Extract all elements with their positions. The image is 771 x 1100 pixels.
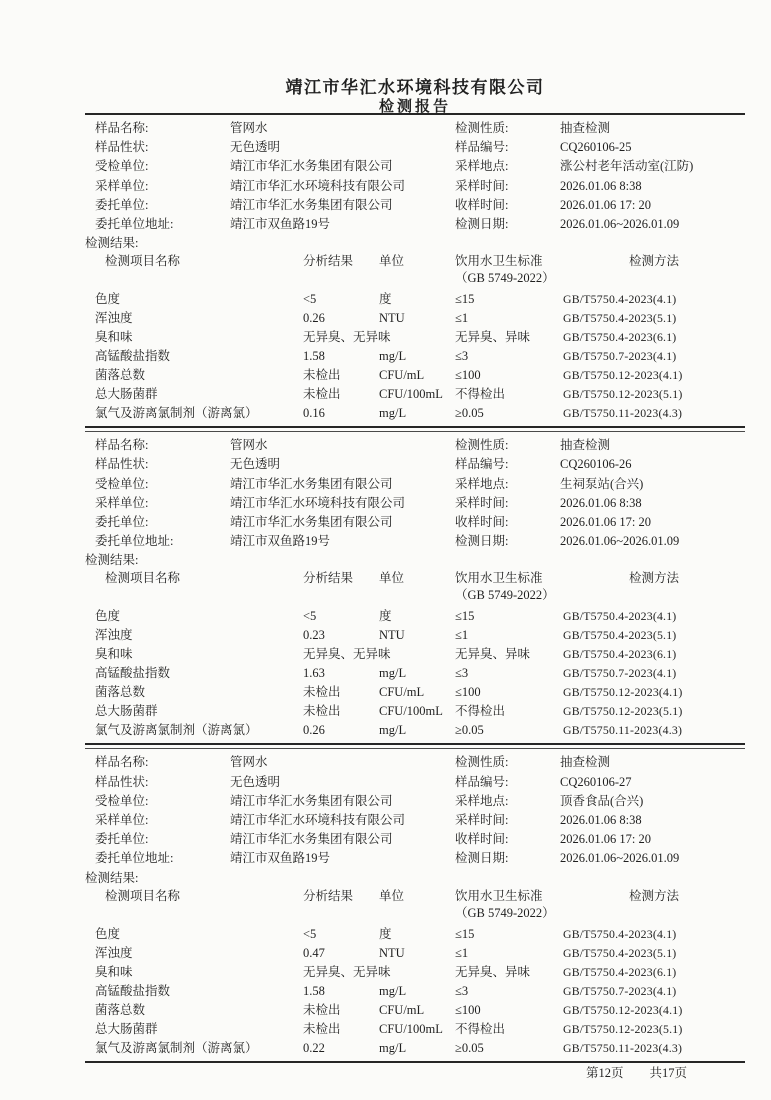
field-value: CQ260106-25 (560, 140, 632, 155)
header-standard-line1: 饮用水卫生标准 (455, 254, 543, 269)
field-label: 采样单位: (95, 813, 149, 828)
method-cell: GB/T5750.12-2023(5.1) (563, 387, 683, 402)
unit-cell: mg/L (379, 666, 407, 681)
standard-cell: ≥0.05 (455, 406, 484, 421)
method-cell: GB/T5750.4-2023(5.1) (563, 311, 677, 326)
header-standard-line1: 饮用水卫生标准 (455, 571, 543, 586)
standard-cell: ≤100 (455, 1002, 481, 1017)
field-value: 靖江市华汇水务集团有限公司 (230, 159, 393, 174)
method-cell: GB/T5750.11-2023(4.3) (563, 723, 683, 738)
field-value: 靖江市华汇水环境科技有限公司 (230, 495, 406, 510)
result-cell: 0.23 (303, 628, 325, 643)
field-value: 无色透明 (230, 140, 281, 155)
field-label: 收样时间: (455, 832, 509, 847)
field-label: 采样地点: (455, 793, 509, 808)
unit-cell: CFU/100mL (379, 1021, 443, 1036)
company-title: 靖江市华汇水环境科技有限公司 (285, 78, 545, 97)
unit-cell (379, 328, 455, 347)
item-cell: 浑浊度 (95, 945, 133, 960)
item-cell: 浑浊度 (95, 311, 133, 326)
method-cell: GB/T5750.12-2023(5.1) (563, 1021, 683, 1036)
header-standard (455, 888, 563, 922)
field-label: 受检单位: (95, 476, 149, 491)
field-value: 靖江市华汇水务集团有限公司 (230, 793, 393, 808)
field-label: 委托单位地址: (95, 851, 174, 866)
field-value: 抽查检测 (560, 121, 611, 135)
result-cell: 1.58 (303, 349, 325, 364)
standard-cell: 无异臭、异味 (455, 330, 531, 345)
field-label: 检测日期: (455, 851, 509, 866)
field-value: 靖江市华汇水务集团有限公司 (230, 832, 393, 847)
results-table (85, 570, 745, 740)
method-cell: GB/T5750.7-2023(4.1) (563, 666, 677, 681)
field-value: 抽查检测 (560, 438, 611, 453)
result-cell: 1.58 (303, 983, 325, 998)
report-content (85, 78, 745, 1083)
header-method: 检测方法 (628, 571, 679, 586)
standard-cell: ≥0.05 (455, 1040, 484, 1055)
header-method: 检测方法 (628, 888, 679, 903)
field-label: 收样时间: (455, 515, 509, 530)
unit-cell: 度 (379, 292, 392, 307)
field-label: 委托单位: (95, 832, 149, 847)
standard-cell: 不得检出 (455, 1021, 506, 1036)
standard-cell: ≤3 (455, 983, 469, 998)
field-value: 生祠泵站(合兴) (560, 476, 644, 491)
header-standard (455, 253, 563, 287)
header-item: 检测项目名称 (105, 571, 181, 586)
field-value: 靖江市华汇水务集团有限公司 (230, 515, 393, 530)
field-label: 受检单位: (95, 793, 149, 808)
field-label: 采样地点: (455, 476, 509, 491)
header-standard (455, 570, 563, 604)
field-label: 样品编号: (455, 774, 509, 789)
method-cell: GB/T5750.4-2023(6.1) (563, 647, 677, 662)
result-cell: 0.47 (303, 945, 325, 960)
sample-info (85, 119, 745, 234)
sample-section-1 (85, 119, 745, 423)
standard-cell: ≤3 (455, 349, 469, 364)
field-label: 样品名称: (95, 438, 149, 453)
field-value: 靖江市双鱼路19号 (230, 534, 331, 549)
header-item: 检测项目名称 (105, 888, 181, 903)
field-label: 委托单位: (95, 197, 149, 212)
item-cell: 菌落总数 (95, 685, 146, 700)
field-label: 样品性状: (95, 457, 149, 472)
field-value: 2026.01.06 17: 20 (560, 832, 651, 847)
method-cell: GB/T5750.4-2023(6.1) (563, 330, 677, 345)
method-cell: GB/T5750.12-2023(4.1) (563, 685, 683, 700)
method-cell: GB/T5750.4-2023(4.1) (563, 292, 677, 307)
item-cell: 高锰酸盐指数 (95, 666, 171, 681)
result-cell: 0.22 (303, 1040, 325, 1055)
header-standard-line2: （GB 5749-2022） (455, 905, 555, 920)
footer-total-pages: 共17页 (649, 1065, 687, 1080)
standard-cell: 无异臭、异味 (455, 964, 531, 979)
results-label: 检测结果: (85, 553, 139, 568)
result-cell: 1.63 (303, 666, 325, 681)
field-label: 样品名称: (95, 755, 149, 770)
field-value: 无色透明 (230, 774, 281, 789)
method-cell: GB/T5750.11-2023(4.3) (563, 1040, 683, 1055)
section-divider (85, 743, 745, 749)
header-unit: 单位 (379, 888, 405, 903)
field-value: CQ260106-26 (560, 457, 632, 472)
header-unit: 单位 (379, 254, 405, 269)
field-label: 检测日期: (455, 217, 509, 232)
standard-cell: ≤100 (455, 685, 481, 700)
unit-cell: CFU/100mL (379, 387, 443, 402)
result-cell: 未检出 (303, 704, 341, 719)
field-label: 样品编号: (455, 457, 509, 472)
unit-cell: NTU (379, 945, 405, 960)
method-cell: GB/T5750.12-2023(4.1) (563, 368, 683, 383)
result-cell: 未检出 (303, 368, 341, 383)
field-label: 样品名称: (95, 121, 149, 135)
field-label: 采样单位: (95, 495, 149, 510)
result-cell: 0.26 (303, 311, 325, 326)
method-cell: GB/T5750.11-2023(4.3) (563, 406, 683, 421)
method-cell: GB/T5750.4-2023(4.1) (563, 609, 677, 624)
field-label: 检测日期: (455, 534, 509, 549)
result-cell: <5 (303, 609, 317, 624)
unit-cell: mg/L (379, 406, 407, 421)
field-label: 采样时间: (455, 178, 509, 193)
header-item: 检测项目名称 (105, 254, 181, 269)
unit-cell: mg/L (379, 1040, 407, 1055)
field-value: 2026.01.06 17: 20 (560, 515, 651, 530)
field-label: 委托单位地址: (95, 534, 174, 549)
item-cell: 色度 (95, 609, 121, 624)
field-value: 涨公村老年活动室(江防) (560, 159, 694, 174)
field-value: 2026.01.06 8:38 (560, 495, 642, 510)
unit-cell: CFU/mL (379, 368, 425, 383)
result-cell: 无异臭、无异味 (303, 330, 391, 345)
item-cell: 臭和味 (95, 647, 133, 662)
field-label: 检测性质: (455, 438, 509, 453)
results-label: 检测结果: (85, 236, 139, 251)
item-cell: 总大肠菌群 (95, 1021, 158, 1036)
standard-cell: ≤1 (455, 945, 469, 960)
unit-cell (379, 963, 455, 982)
standard-cell: 不得检出 (455, 387, 506, 402)
unit-cell: mg/L (379, 349, 407, 364)
method-cell: GB/T5750.7-2023(4.1) (563, 983, 677, 998)
method-cell: GB/T5750.4-2023(5.1) (563, 945, 677, 960)
standard-cell: ≤1 (455, 311, 469, 326)
header-result: 分析结果 (303, 888, 354, 903)
field-label: 样品性状: (95, 140, 149, 155)
field-value: 管网水 (230, 121, 268, 135)
footer-page-number: 第12页 (585, 1065, 624, 1080)
header-standard-line2: （GB 5749-2022） (455, 271, 555, 286)
unit-cell: CFU/mL (379, 1002, 425, 1017)
sample-info (85, 436, 745, 551)
field-label: 检测性质: (455, 755, 509, 770)
result-cell: 未检出 (303, 685, 341, 700)
field-value: 管网水 (230, 755, 268, 770)
field-value: 2026.01.06 17: 20 (560, 197, 651, 212)
standard-cell: 无异臭、异味 (455, 647, 531, 662)
unit-cell: NTU (379, 628, 405, 643)
field-label: 采样时间: (455, 813, 509, 828)
field-label: 受检单位: (95, 159, 149, 174)
sample-section-2 (85, 436, 745, 740)
result-cell: 0.26 (303, 723, 325, 738)
field-value: 靖江市双鱼路19号 (230, 217, 331, 232)
method-cell: GB/T5750.12-2023(5.1) (563, 704, 683, 719)
item-cell: 氯气及游离氯制剂（游离氯） (95, 723, 258, 738)
item-cell: 总大肠菌群 (95, 704, 158, 719)
page-footer (85, 1064, 745, 1083)
field-label: 采样单位: (95, 178, 149, 193)
header-method: 检测方法 (628, 254, 679, 269)
unit-cell: CFU/mL (379, 685, 425, 700)
field-value: 2026.01.06~2026.01.09 (560, 534, 680, 549)
item-cell: 氯气及游离氯制剂（游离氯） (95, 406, 258, 421)
results-label: 检测结果: (85, 870, 139, 885)
standard-cell: ≤100 (455, 368, 481, 383)
standard-cell: ≤15 (455, 926, 475, 941)
result-cell: 无异臭、无异味 (303, 964, 391, 979)
item-cell: 菌落总数 (95, 1002, 146, 1017)
sample-info (85, 753, 745, 868)
item-cell: 色度 (95, 926, 121, 941)
unit-cell: 度 (379, 926, 392, 941)
item-cell: 臭和味 (95, 330, 133, 345)
unit-cell: mg/L (379, 983, 407, 998)
field-value: 2026.01.06 8:38 (560, 813, 642, 828)
sample-section-3 (85, 753, 745, 1057)
item-cell: 菌落总数 (95, 368, 146, 383)
field-value: 2026.01.06 8:38 (560, 178, 642, 193)
unit-cell: NTU (379, 311, 405, 326)
method-cell: GB/T5750.7-2023(4.1) (563, 349, 677, 364)
method-cell: GB/T5750.4-2023(5.1) (563, 628, 677, 643)
standard-cell: ≤15 (455, 292, 475, 307)
result-cell: <5 (303, 292, 317, 307)
field-value: 抽查检测 (560, 755, 611, 770)
field-label: 样品编号: (455, 140, 509, 155)
standard-cell: ≤3 (455, 666, 469, 681)
item-cell: 浑浊度 (95, 628, 133, 643)
results-table (85, 888, 745, 1058)
field-label: 委托单位地址: (95, 217, 174, 232)
standard-cell: ≥0.05 (455, 723, 484, 738)
method-cell: GB/T5750.4-2023(4.1) (563, 926, 677, 941)
result-cell: 未检出 (303, 1002, 341, 1017)
field-label: 检测性质: (455, 121, 509, 135)
field-value: 靖江市华汇水环境科技有限公司 (230, 178, 406, 193)
unit-cell: mg/L (379, 723, 407, 738)
standard-cell: ≤1 (455, 628, 469, 643)
item-cell: 高锰酸盐指数 (95, 349, 171, 364)
result-cell: <5 (303, 926, 317, 941)
method-cell: GB/T5750.12-2023(4.1) (563, 1002, 683, 1017)
item-cell: 氯气及游离氯制剂（游离氯） (95, 1040, 258, 1055)
field-value: 管网水 (230, 438, 268, 453)
field-label: 采样时间: (455, 495, 509, 510)
header-standard-line1: 饮用水卫生标准 (455, 888, 543, 903)
result-cell: 未检出 (303, 387, 341, 402)
field-value: 靖江市华汇水务集团有限公司 (230, 476, 393, 491)
field-label: 委托单位: (95, 515, 149, 530)
field-label: 收样时间: (455, 197, 509, 212)
field-value: 靖江市华汇水务集团有限公司 (230, 197, 393, 212)
field-value: 顶香食品(合兴) (560, 793, 644, 808)
field-value: 靖江市双鱼路19号 (230, 851, 331, 866)
standard-cell: ≤15 (455, 609, 475, 624)
item-cell: 臭和味 (95, 964, 133, 979)
header-result: 分析结果 (303, 254, 354, 269)
field-value: 靖江市华汇水环境科技有限公司 (230, 813, 406, 828)
unit-cell: 度 (379, 609, 392, 624)
header-unit: 单位 (379, 571, 405, 586)
result-cell: 0.16 (303, 406, 325, 421)
result-cell: 无异臭、无异味 (303, 647, 391, 662)
field-label: 采样地点: (455, 159, 509, 174)
field-value: 2026.01.06~2026.01.09 (560, 217, 680, 232)
header-result: 分析结果 (303, 571, 354, 586)
method-cell: GB/T5750.4-2023(6.1) (563, 964, 677, 979)
item-cell: 总大肠菌群 (95, 387, 158, 402)
report-title: 检测报告 (378, 99, 451, 115)
result-cell: 未检出 (303, 1021, 341, 1036)
header-standard-line2: （GB 5749-2022） (455, 588, 555, 603)
field-value: 2026.01.06~2026.01.09 (560, 851, 680, 866)
field-label: 样品性状: (95, 774, 149, 789)
results-table (85, 253, 745, 423)
field-value: 无色透明 (230, 457, 281, 472)
item-cell: 高锰酸盐指数 (95, 983, 171, 998)
footer-rule (85, 1061, 745, 1063)
unit-cell: CFU/100mL (379, 704, 443, 719)
section-divider (85, 426, 745, 432)
field-value: CQ260106-27 (560, 774, 632, 789)
unit-cell (379, 645, 455, 664)
item-cell: 色度 (95, 292, 121, 307)
standard-cell: 不得检出 (455, 704, 506, 719)
